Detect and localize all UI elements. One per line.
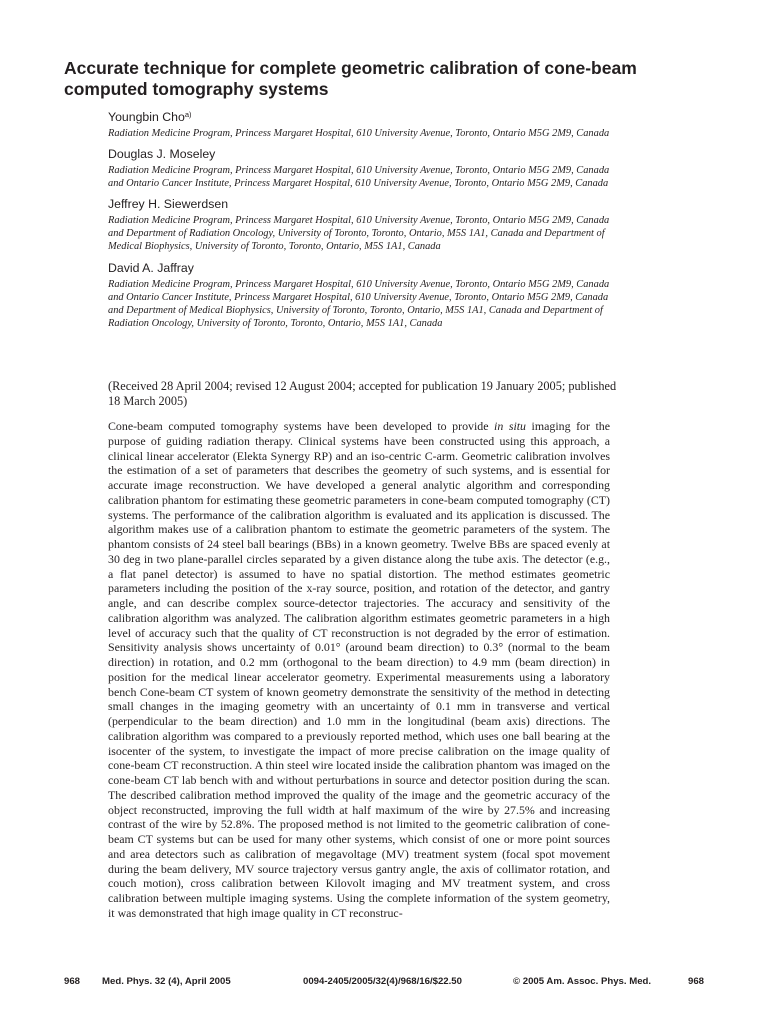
author-affiliation: Radiation Medicine Program, Princess Margaret Hospital, 610 University Avenue, Toronto, Ontario M5G 2M9, Canada and Ontario Cancer Institute, Princess Margaret Hospital, 610 University Avenue, Toronto, Ontario M5G 2M9, Canada bbox=[108, 165, 610, 190]
footer-article-code: 0094-2405/2005/32(4)/968/16/$22.50 bbox=[303, 976, 462, 987]
author-affiliation: Radiation Medicine Program, Princess Margaret Hospital, 610 University Avenue, Toronto, Ontario M5G 2M9, Canada and Ontario Cancer Institute, Princess Margaret Hospital, 610 University Avenue, Toronto, Ontario M5G 2M9, Canada and Department of Medical Biophysics, University of Toronto, Toronto, Ontario, M5S 1A1, Canada and Department of Radiation Oncology, University of Toronto, Toronto, Ontario, M5S 1A1, Canada bbox=[108, 278, 610, 329]
author-name: Douglas J. Moseley bbox=[108, 147, 216, 162]
author-affiliation: Radiation Medicine Program, Princess Margaret Hospital, 610 University Avenue, Toronto, Ontario M5G 2M9, Canada bbox=[108, 128, 610, 139]
article-title: Accurate technique for complete geometric calibration of cone-beam computed tomography systems bbox=[64, 58, 637, 99]
received-dates: (Received 28 April 2004; revised 12 August 2004; accepted for publication 19 January 2005; published 18 March 2005) bbox=[108, 379, 617, 409]
abstract-italic-term: in situ bbox=[494, 419, 527, 433]
footer-page-number-left: 968 bbox=[64, 976, 81, 987]
footer-page-number-right: 968 bbox=[687, 976, 704, 987]
author-block bbox=[108, 147, 708, 190]
author-footnote-mark: a) bbox=[184, 110, 192, 119]
author-list bbox=[108, 110, 708, 337]
author-block bbox=[108, 261, 708, 330]
author-name: David A. Jaffray bbox=[108, 260, 194, 275]
footer-journal-citation: Med. Phys. 32 (4), April 2005 bbox=[102, 976, 231, 987]
author-name: Youngbin Cho$^{a)}$ bbox=[108, 110, 192, 124]
page-footer bbox=[64, 976, 704, 990]
author-name: Jeffrey H. Siewerdsen bbox=[108, 197, 229, 212]
author-affiliation: Radiation Medicine Program, Princess Margaret Hospital, 610 University Avenue, Toronto, Ontario M5G 2M9, Canada and Department of Radiation Oncology, University of Toronto, Toronto, Ontario, M5S 1A1, Canada and Department of Medical Biophysics, University of Toronto, Toronto, Ontario, M5S 1A1, Canada bbox=[108, 215, 610, 253]
author-block bbox=[108, 110, 708, 140]
abstract-text: Cone-beam computed tomography systems have been developed to provide in situ imaging for the purpose of guiding radiation therapy. Clinical systems have been constructed using this approach, a clinical linear accelerator (Elekta Synergy RP) and an iso-centric C-arm. Geometric calibration involves the estimation of a set of parameters that describes the geometry of such systems, and is essential for accurate image reconstruction. We have developed a general analytic algorithm and corresponding calibration phantom for estimating these geometric parameters in cone-beam computed tomography (CT) systems. The performance of the calibration algorithm is evaluated and its application is discussed. The algorithm makes use of a calibration phantom to estimate the geometric parameters of the system. The phantom consists of 24 steel ball bearings (BBs) in a known geometry. Twelve BBs are spaced evenly at 30 deg in two plane-parallel circles separated by a given distance along the tube axis. The detector (e.g., a flat panel detector) is assumed to have no spatial distortion. The method estimates geometric parameters including the position of the x-ray source, position, and rotation of the detector, and gantry angle, and can describe complex source-detector trajectories. The accuracy and sensitivity of the calibration algorithm was analyzed. The calibration algorithm estimates geometric parameters in a high level of accuracy such that the quality of CT reconstruction is not degraded by the error of estimation. Sensitivity analysis shows uncertainty of 0.01° (around beam direction) to 0.3° (normal to the beam direction) in rotation, and 0.2 mm (orthogonal to the beam direction) to 4.9 mm (beam direction) in position for the medical linear accelerator geometry. Experimental measurements using a laboratory bench Cone-beam CT system of known geometry demonstrate the sensitivity of the method in detecting small changes in the imaging geometry with an uncertainty of 0.1 mm in transverse and vertical (perpendicular to the beam direction) and 1.0 mm in the longitudinal (beam axis) directions. The calibration algorithm was compared to a previously reported method, which uses one ball bearing at the isocenter of the system, to investigate the impact of more precise calibration on the image quality of cone-beam CT reconstruction. A thin steel wire located inside the calibration phantom was imaged on the cone-beam CT lab bench with and without perturbations in source and detector position during the scan. The described calibration method improved the quality of the image and the geometric accuracy of the object reconstructed, improving the full width at half maximum of the wire by 27.5% and increasing contrast of the wire by 52.8%. The proposed method is not limited to the geometric calibration of cone-beam CT systems but can be used for many other systems, which consist of one or more point sources and area detectors such as calibration of megavoltage (MV) treatment system (focal spot movement during the beam delivery, MV source trajectory versus gantry angle, the axis of collimator rotation, and couch motion), cross calibration between Kilovolt imaging and MV treatment system, and cross calibration between multiple imaging systems. Using the complete information of the system geometry, it was demonstrated that high image quality in CT reconstruc- bbox=[108, 419, 611, 920]
author-block bbox=[108, 197, 708, 253]
footer-copyright: © 2005 Am. Assoc. Phys. Med. bbox=[513, 976, 652, 987]
